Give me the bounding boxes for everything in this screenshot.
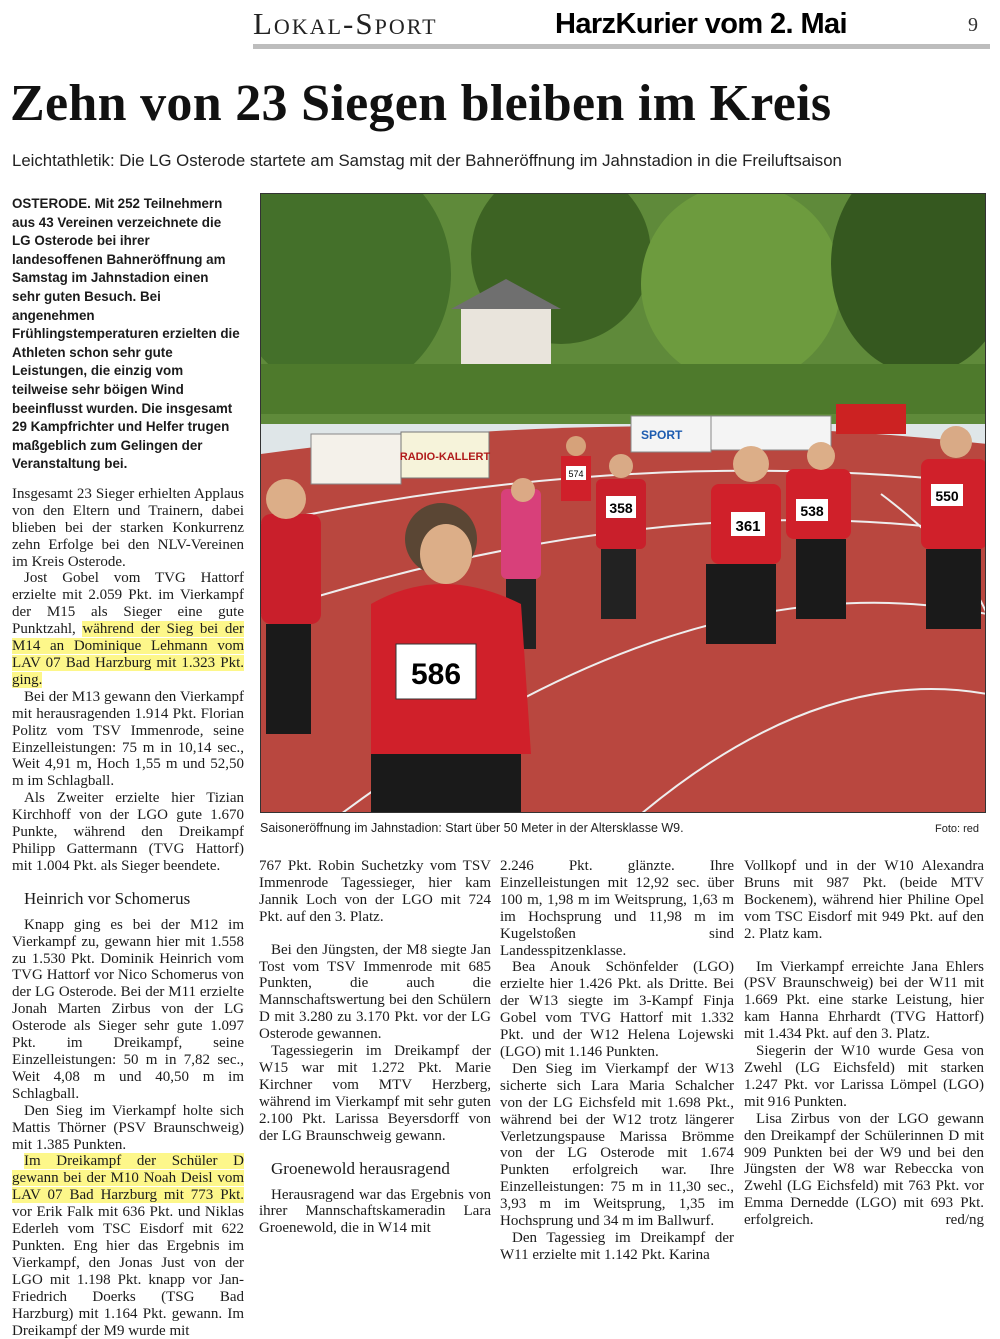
banner-text: RADIO-KALLERT bbox=[399, 451, 491, 463]
headline: Zehn von 23 Siegen bleiben im Kreis bbox=[10, 75, 832, 132]
bib-number: 361 bbox=[735, 518, 761, 535]
newspaper-date: HarzKurier vom 2. Mai bbox=[555, 8, 847, 40]
relay-race-photo bbox=[261, 194, 986, 813]
author-initials: red/ng bbox=[945, 1212, 984, 1229]
article-photo bbox=[260, 193, 986, 813]
paragraph: Vollkopf und in der W10 Alexandra Bruns mit 987 Pkt. (beide MTV Bockenem), während hier Philine Opel vom TSC Eisdorf mit 949 Pkt. auf den 2. Platz kam. bbox=[744, 858, 984, 942]
article-column-4 bbox=[744, 858, 984, 1229]
paragraph: Tagessiegerin im Dreikampf der W15 war mit 1.272 Pkt. Marie Kirchner vom MTV Herzberg, während im Vierkampf mit sehr guten 2.100 Pkt. Larissa Beyersdorff von der LG Braunschweig gewann. bbox=[259, 1043, 491, 1144]
paragraph: Herausragend war das Ergebnis von ihrer Mannschaftskameradin Lara Groenewold, die in W14 mit bbox=[259, 1186, 491, 1237]
paragraph: Den Tagessieg im Dreikampf der W11 erzielte mit 1.142 Pkt. Karina bbox=[500, 1229, 734, 1263]
paragraph: Bei der M13 gewann den Vierkampf mit herausragenden 1.914 Pkt. Florian Politz vom TSV Immenrode, seine Einzelleistungen: 75 m in 10,14 sec., Weit 4,91 m, Hoch 1,55 m und 52,50 m im Schlagball. bbox=[12, 688, 244, 790]
bib-number: 550 bbox=[935, 488, 959, 504]
section-title: Lokal-Sport bbox=[253, 6, 438, 41]
paragraph bbox=[12, 1153, 244, 1339]
paragraph-text: vor Erik Falk mit 636 Pkt. und Niklas Ederleh vom TSC Eisdorf mit 622 Punkten. Eng hier das Ergebnis im Vierkampf, den Jonas Just von der LGO mit 1.198 Pkt. knapp vor Jan-Friedrich Doerks (TSG Bad Harzburg) mit 1.164 Pkt. gewann. Im Dreikampf der M9 wurde mit bbox=[12, 1204, 244, 1339]
subheading: Heinrich vor Schomerus bbox=[24, 888, 191, 908]
paragraph: Den Sieg im Vierkampf der W13 sicherte sich Lara Maria Schalcher von der LG Eichsfeld mit 1.698 Pkt., während bei der W12 trotz längerer Verletzungspause Marissa Brömme von der LG Osterode mit 1.674 Punkten erfolgreich war. Ihre Einzelleistungen: 75 m in 11,30 sec., 3,93 m im Weitsprung, 1,35 im Hochsprung und 34 m im Ballwurf. bbox=[500, 1060, 734, 1230]
article-column-1 bbox=[12, 195, 244, 1339]
article-column-3 bbox=[500, 858, 734, 1264]
paragraph: Knapp ging es bei der M12 im Vierkampf zu, gewann hier mit 1.558 zu 1.530 Pkt. Dominik Heinrich vom TVG Hattorf vor Nico Schomerus von der LG Osterode. Bei der M11 erzielte Jonah Marten Zirbus von der LG Osterode als Sieger sehr gute 1.097 Pkt. im Dreikampf, seine Einzelleistungen: 50 m in 7,82 sec., Weit 4,08 m und 40,50 m im Schlagball. bbox=[12, 916, 244, 1102]
paragraph: Bea Anouk Schönfelder (LGO) erzielte hier 1.426 Pkt. als Dritte. Bei der W13 siegte im 3-Kampf Finja Gobel vom TVG Hattorf mit 1.332 Pkt. und der W12 Helena Lojewski (LGO) mit 1.146 Punkten. bbox=[500, 959, 734, 1060]
paragraph: Den Sieg im Vierkampf holte sich Mattis Thörner (PSV Braunschweig) mit 1.385 Punkten. bbox=[12, 1102, 244, 1153]
highlighted-text: während der Sieg bei der M14 an Dominique Lehmann vom LAV 07 Bad Harzburg mit 1.323 Pkt. ging. bbox=[12, 621, 244, 688]
paragraph bbox=[744, 1111, 984, 1229]
paragraph-text: Lisa Zirbus von der LGO gewann den Dreikampf der Schülerinnen D mit 909 Punkten bei der W9 und bei den Jüngsten der W8 war Rebeccka von Zwehl (LG Eichsfeld) mit 763 Pkt. vor Emma Dernedde (LGO) mit 693 Pkt. erfolgreich. bbox=[744, 1110, 984, 1229]
bib-number: 538 bbox=[800, 503, 824, 519]
bib-number: 586 bbox=[410, 658, 462, 691]
paragraph: Insgesamt 23 Sieger erhielten Applaus von den Eltern und Trainern, dabei blieben bei der starken Konkurrenz zehn Erfolge bei den NLV-Vereinen im Kreis Osterode. bbox=[12, 485, 244, 570]
paragraph: 767 Pkt. Robin Suchetzky vom TSV Immenrode Tagessieger, hier kam Jannik Loch von der LGO mit 724 Pkt. auf den 3. Platz. bbox=[259, 858, 491, 925]
subheading: Groenewold herausragend bbox=[271, 1158, 450, 1178]
lead-paragraph: OSTERODE. Mit 252 Teilnehmern aus 43 Vereinen verzeichnete die LG Osterode bei ihrer landesoffenen Bahneröffnung am Samstag im Jahnstadion einen sehr guten Besuch. Bei angenehmen Frühlingstemperaturen erzielten die Athleten schon sehr gute Leistungen, die einzig vom teilweise sehr böigen Wind beeinflusst wurden. Die insgesamt 29 Kampfrichter und Helfer trugen maßgeblich zum Gelingen der Veranstaltung bei. bbox=[12, 196, 240, 472]
highlighted-text: Im Dreikampf der Schüler D gewann bei der M10 Noah Deisl vom LAV 07 Bad Harzburg mit 773 Pkt. bbox=[12, 1153, 244, 1204]
subheadline: Leichtathletik: Die LG Osterode startete am Samstag mit der Bahneröffnung im Jahnstadion in die Freiluftsaison bbox=[12, 151, 842, 170]
article-column-2 bbox=[259, 858, 491, 1237]
page-number: 9 bbox=[968, 14, 978, 36]
bib-number: 574 bbox=[568, 469, 584, 479]
photo-caption: Saisoneröffnung im Jahnstadion: Start über 50 Meter in der Altersklasse W9. bbox=[260, 821, 684, 835]
paragraph-text: Jost Gobel vom TVG Hattorf erzielte mit 2.059 Pkt. im Vierkampf der M15 als Sieger eine gute Punktzahl, bbox=[12, 570, 244, 638]
paragraph bbox=[12, 570, 244, 688]
paragraph: Bei den Jüngsten, der M8 siegte Jan Tost vom TSV Immenrode mit 685 Punkten, die auch die Mannschaftswertung bei den Schülern D mit 3.280 zu 3.170 Pkt. vor der LG Osterode gewannen. bbox=[259, 941, 491, 1043]
paragraph: Siegerin der W10 wurde Gesa von Zwehl (LG Eichsfeld) mit starken 1.247 Pkt. vor Larissa Lömpel (LGO) mit 916 Punkten. bbox=[744, 1043, 984, 1110]
paragraph: 2.246 Pkt. glänzte. Ihre Einzelleistungen mit 12,92 sec. über 100 m, 1,98 m im Weitsprung, 1,63 m im Hochsprung und 11,98 m im Kugelstoßen sind Landesspitzenklasse. bbox=[500, 858, 734, 959]
header-rule bbox=[253, 44, 990, 49]
paragraph: Als Zweiter erzielte hier Tizian Kirchhoff von der LGO gute 1.670 Punkte, während den Dreikampf Philipp Gattermann (TVG Hattorf) mit 1.004 Pkt. als Sieger beendete. bbox=[12, 790, 244, 874]
bib-number: 358 bbox=[609, 500, 633, 516]
photo-credit: Foto: red bbox=[935, 823, 980, 835]
banner-text: SPORT bbox=[641, 428, 683, 442]
paragraph: Im Vierkampf erreichte Jana Ehlers (PSV Braunschweig) bei der W11 mit 1.669 Pkt. eine starke Leistung, hier kam Hanna Ehrhardt (TVG Hattorf) mit 1.434 Pkt. auf den 3. Platz. bbox=[744, 958, 984, 1043]
